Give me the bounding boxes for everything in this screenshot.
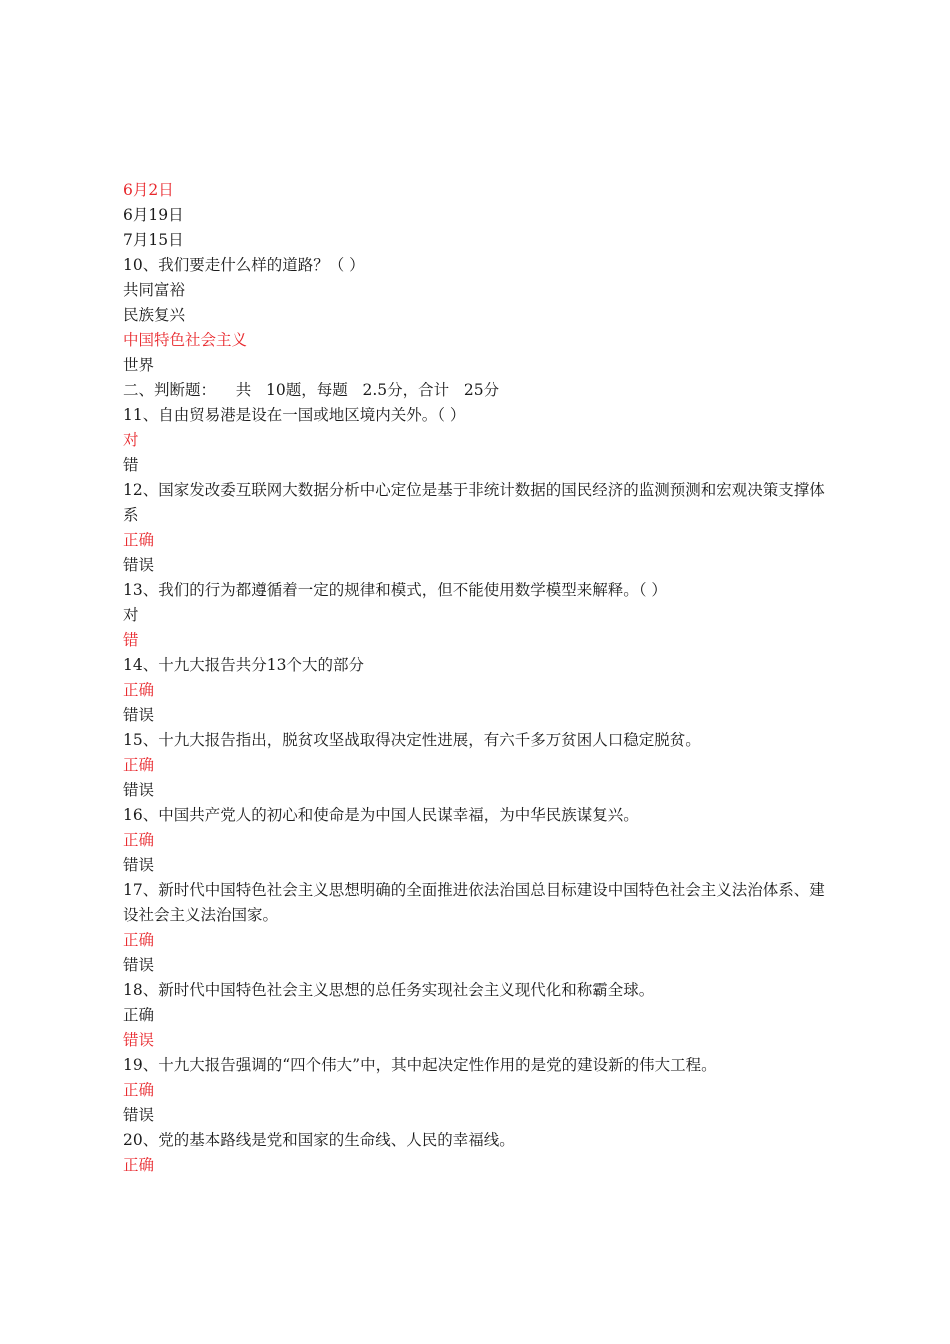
document-body <box>123 178 833 1178</box>
question-text: 10、我们要走什么样的道路？（ ） <box>123 256 365 274</box>
selected-answer-option: 对 <box>123 431 139 449</box>
answer-option: 错误 <box>123 556 155 574</box>
question-text: 17、新时代中国特色社会主义思想明确的全面推进依法治国总目标建设中国特色社会主义法治体系、建设社会主义法治国家。 <box>123 881 825 924</box>
question-text: 13、我们的行为都遵循着一定的规律和模式，但不能使用数学模型来解释。（ ） <box>123 581 667 599</box>
question-text: 19、十九大报告强调的“四个伟大”中，其中起决定性作用的是党的建设新的伟大工程。 <box>123 1056 717 1074</box>
selected-answer-option: 正确 <box>123 531 155 549</box>
question-text: 14、十九大报告共分13个大的部分 <box>123 656 364 674</box>
answer-option: 正确 <box>123 1006 155 1024</box>
answer-option: 世界 <box>123 356 155 374</box>
answer-option: 错误 <box>123 706 155 724</box>
answer-option: 错误 <box>123 781 155 799</box>
answer-option: 错误 <box>123 1106 155 1124</box>
section-heading: 二、判断题： 共 10题，每题 2.5分，合计 25分 <box>123 381 500 399</box>
selected-answer-option: 正确 <box>123 756 155 774</box>
selected-answer-option: 6月2日 <box>123 181 174 199</box>
question-text: 18、新时代中国特色社会主义思想的总任务实现社会主义现代化和称霸全球。 <box>123 981 655 999</box>
question-text: 20、党的基本路线是党和国家的生命线、人民的幸福线。 <box>123 1131 515 1149</box>
selected-answer-option: 错 <box>123 631 139 649</box>
answer-option: 共同富裕 <box>123 281 186 299</box>
answer-option: 6月19日 <box>123 206 184 224</box>
selected-answer-option: 中国特色社会主义 <box>123 331 248 349</box>
selected-answer-option: 正确 <box>123 681 155 699</box>
question-text: 12、国家发改委互联网大数据分析中心定位是基于非统计数据的国民经济的监测预测和宏观决策支撑体系 <box>123 481 825 524</box>
selected-answer-option: 正确 <box>123 831 155 849</box>
selected-answer-option: 正确 <box>123 931 155 949</box>
answer-option: 7月15日 <box>123 231 184 249</box>
answer-option: 民族复兴 <box>123 306 186 324</box>
answer-option: 错 <box>123 456 139 474</box>
selected-answer-option: 错误 <box>123 1031 155 1049</box>
selected-answer-option: 正确 <box>123 1081 155 1099</box>
answer-option: 错误 <box>123 856 155 874</box>
selected-answer-option: 正确 <box>123 1156 155 1174</box>
question-text: 11、自由贸易港是设在一国或地区境内关外。（ ） <box>123 406 466 424</box>
answer-option: 对 <box>123 606 139 624</box>
question-text: 16、中国共产党人的初心和使命是为中国人民谋幸福，为中华民族谋复兴。 <box>123 806 639 824</box>
question-text: 15、十九大报告指出，脱贫攻坚战取得决定性进展，有六千多万贫困人口稳定脱贫。 <box>123 731 701 749</box>
answer-option: 错误 <box>123 956 155 974</box>
